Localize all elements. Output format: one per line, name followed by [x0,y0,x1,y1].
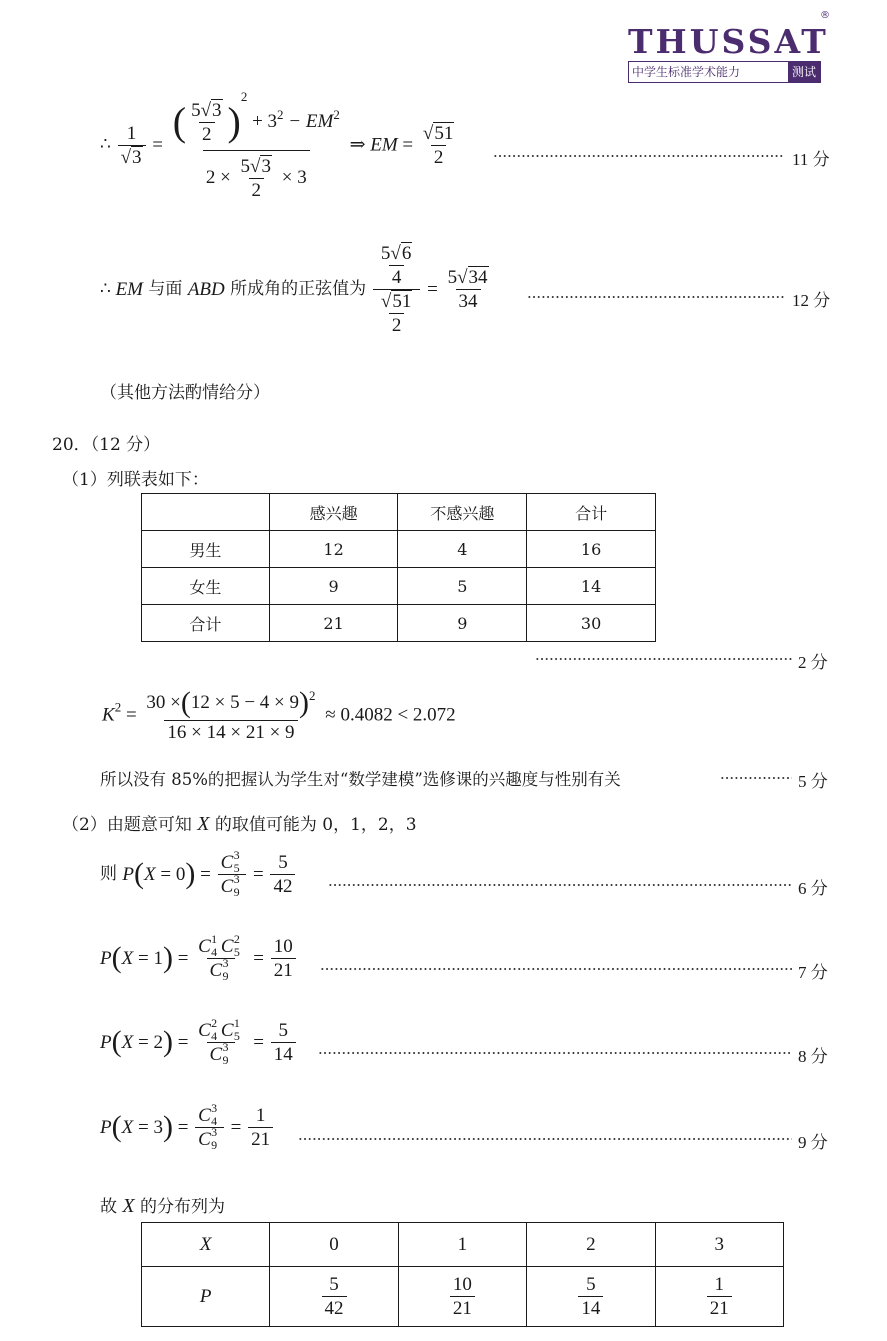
k2-fraction: $\frac{30 \times(12 \times 5 - 4 \times 9)^2}{16 \times 14 \times 21 \times 9}$ [146,686,316,743]
score-5: 5 分 [798,772,828,791]
table-row: 女生 9 5 14 [142,568,656,605]
dot-leader-6 [328,884,792,886]
score-9: 9 分 [798,1133,828,1152]
sine-result: $\frac{5√34}{34}$ [447,267,488,312]
q20-header: 20．（12 分） [52,435,161,455]
q20-part2: （2）由题意可知 X 的取值可能为 0，1，2，3 [62,813,417,835]
score-8: 8 分 [798,1047,828,1066]
score-2: 2 分 [798,653,828,672]
logo-tagline-bar [628,61,821,83]
implies-symbol: ⇒ [349,134,366,156]
distribution-intro: 故 X 的分布列为 [100,1195,226,1217]
dot-leader-11 [493,155,785,157]
dot-leader-5 [720,777,792,779]
prob-x3: P(X = 3) = C 3 4 C 3 9 = $\frac{1}{21}$ [100,1106,275,1149]
table-row: 合计 21 9 30 [142,605,656,642]
table-row: X 0 1 2 3 [142,1223,784,1267]
big-fraction: ( $\frac{5√3}{2}$ )$^2 + 3^2 - EM^2$ 2 × $\frac{5√3}{2}$ × 3 [172,89,340,202]
eq-1: = [152,134,163,156]
q20-part1: （1）列联表如下： [62,470,209,490]
score-12: 12 分 [792,291,831,310]
k2-formula: $K^2$ = $\frac{30 \times(12 \times 5 - 4 \times 9)^2}{16 \times 14 \times 21 \times 9}$ ≈ 0.4082 < 2.072 [102,686,456,743]
logo-brand: THUSSAT [628,22,829,61]
prob-x1: P(X = 1) = C 1 4 C 2 5 C 3 9 = $\frac{10}{21}$ [100,937,298,980]
step-11-formula: ∴ $\frac{1}{√3}$ = ( $\frac{5√3}{2}$ )$^2 + 3^2 - EM^2$ 2 × $\frac{5√3}{2}$ × 3 ⇒ EM = $\frac{√51}{2}$ [100,90,459,200]
sine-compound-fraction: $\frac{\frac{5√6}{4}}{\frac{√51}{2}}$ [373,244,420,335]
conclusion-text: 所以没有 85%的把握认为学生对“数学建模”选修课的兴趣度与性别有关 [100,770,621,789]
logo-tag: 测试 [788,62,820,82]
dot-leader-8 [318,1052,792,1054]
distribution-table [141,1222,784,1327]
table-row: 男生 12 4 16 [142,531,656,568]
dot-leader-12 [527,296,785,298]
other-methods-note: （其他方法酌情给分） [100,383,270,403]
lhs-fraction: $\frac{1}{√3}$ [118,124,146,167]
prob-x2: P(X = 2) = C 2 4 C 1 5 C 3 9 = $\frac{5}{14}$ [100,1021,298,1064]
em-result: $\frac{√51}{2}$ [422,122,454,168]
prob-x0: 则 P(X = 0) = C 3 5 C 3 9 = $\frac{5}{42}$ [100,853,297,896]
table-row: 感兴趣 不感兴趣 合计 [142,494,656,531]
step-12-formula: ∴ EM 与面 ABD 所成角的正弦值为 $\frac{\frac{5√6}{4}}{\frac{√51}{2}}$ = $\frac{5√34}{34}$ [100,244,494,335]
registered-mark: ® [820,10,830,21]
contingency-table [141,493,656,642]
score-6: 6 分 [798,879,828,898]
dot-leader-9 [298,1138,792,1140]
dot-leader-2 [535,658,792,660]
logo-tagline: 中学生标准学术能力 [632,65,741,79]
therefore-symbol: ∴ [100,134,111,155]
dot-leader-7 [320,968,792,970]
score-11: 11 分 [792,150,830,169]
score-7: 7 分 [798,963,828,982]
table-row: P $\frac{5}{42}$ $\frac{10}{21}$ $\frac{5}{14}$ $\frac{1}{21}$ [142,1267,784,1327]
thussat-logo [628,22,829,83]
